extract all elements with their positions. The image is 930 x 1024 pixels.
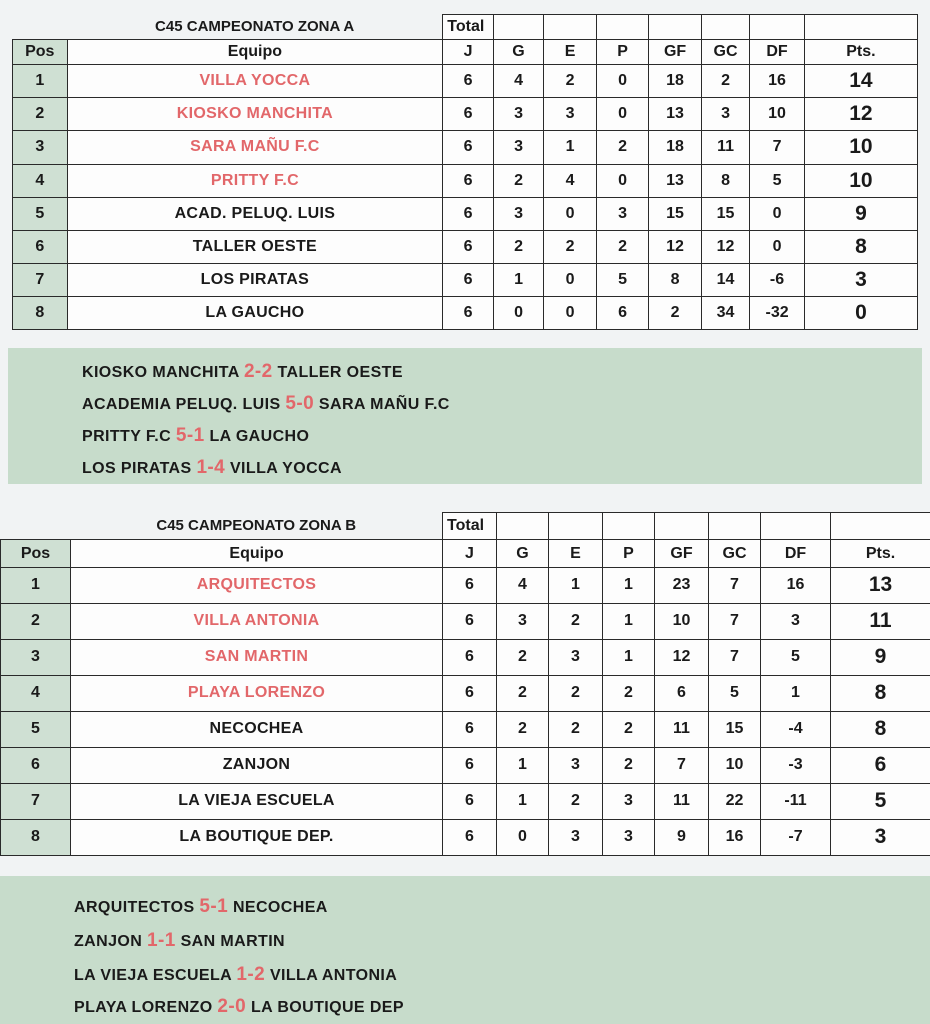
zone-b-title: C45 CAMPEONATO ZONA B bbox=[156, 517, 357, 535]
table-row: 1 VILLA YOCCA 6 4 2 0 18 2 16 14 bbox=[13, 65, 918, 98]
away-team: VILLA YOCCA bbox=[229, 460, 342, 477]
header-p: P bbox=[596, 40, 649, 65]
header-pos: Pos bbox=[1, 540, 71, 567]
team-name: SAN MARTIN bbox=[71, 639, 443, 675]
match-score: 5-0 bbox=[285, 393, 315, 414]
team-name: KIOSKO MANCHITA bbox=[67, 98, 443, 131]
result-line bbox=[82, 457, 342, 479]
match-score: 2-0 bbox=[217, 996, 247, 1017]
zone-a-section bbox=[0, 14, 930, 330]
header-team: Equipo bbox=[67, 40, 443, 65]
match-score: 5-1 bbox=[175, 425, 205, 446]
away-team: LA GAUCHO bbox=[209, 428, 310, 445]
table-row: 6 ZANJON 6 1 3 2 7 10 -3 6 bbox=[1, 747, 930, 783]
table-row: 7 LA VIEJA ESCUELA 6 1 2 3 11 22 -11 5 bbox=[1, 783, 930, 819]
table-row: 5 ACAD. PELUQ. LUIS 6 3 0 3 15 15 0 9 bbox=[13, 197, 918, 230]
away-team: SARA MAÑU F.C bbox=[318, 396, 450, 413]
team-name: LA GAUCHO bbox=[67, 296, 443, 329]
home-team: ARQUITECTOS bbox=[74, 899, 195, 916]
home-team: LA VIEJA ESCUELA bbox=[74, 967, 232, 984]
away-team: TALLER OESTE bbox=[277, 364, 403, 381]
zone-b-section bbox=[0, 512, 930, 856]
total-label: Total bbox=[443, 15, 494, 40]
table-row: 8 LA BOUTIQUE DEP. 6 0 3 3 9 16 -7 3 bbox=[1, 819, 930, 855]
header-g: G bbox=[497, 540, 549, 567]
away-team: SAN MARTIN bbox=[180, 933, 286, 950]
result-line bbox=[82, 425, 309, 447]
team-name: VILLA ANTONIA bbox=[71, 603, 443, 639]
team-name: SARA MAÑU F.C bbox=[67, 131, 443, 164]
match-score: 5-1 bbox=[199, 896, 229, 917]
away-team: NECOCHEA bbox=[232, 899, 328, 916]
zone-a-table bbox=[12, 14, 918, 330]
header-gc: GC bbox=[701, 40, 749, 65]
home-team: ACADEMIA PELUQ. LUIS bbox=[82, 396, 281, 413]
header-e: E bbox=[544, 40, 597, 65]
table-row: 3 SARA MAÑU F.C 6 3 1 2 18 11 7 10 bbox=[13, 131, 918, 164]
table-row: 5 NECOCHEA 6 2 2 2 11 15 -4 8 bbox=[1, 711, 930, 747]
result-line bbox=[82, 393, 450, 415]
team-name: ZANJON bbox=[71, 747, 443, 783]
table-row: 2 VILLA ANTONIA 6 3 2 1 10 7 3 11 bbox=[1, 603, 930, 639]
match-score: 1-4 bbox=[196, 457, 226, 478]
home-team: ZANJON bbox=[74, 933, 143, 950]
result-line bbox=[74, 996, 404, 1018]
zone-a-title: C45 CAMPEONATO ZONA A bbox=[155, 18, 355, 36]
team-name: LA BOUTIQUE DEP. bbox=[71, 819, 443, 855]
result-line bbox=[82, 361, 403, 383]
header-j: J bbox=[443, 540, 497, 567]
home-team: KIOSKO MANCHITA bbox=[82, 364, 240, 381]
table-row: 4 PRITTY F.C 6 2 4 0 13 8 5 10 bbox=[13, 164, 918, 197]
team-name: TALLER OESTE bbox=[67, 230, 443, 263]
zone-b-table bbox=[0, 512, 930, 856]
team-name: ARQUITECTOS bbox=[71, 567, 443, 603]
team-name: PRITTY F.C bbox=[67, 164, 443, 197]
home-team: PRITTY F.C bbox=[82, 428, 172, 445]
team-name: NECOCHEA bbox=[71, 711, 443, 747]
zone-a-results bbox=[8, 348, 922, 484]
header-pos: Pos bbox=[13, 40, 68, 65]
team-name: LOS PIRATAS bbox=[67, 263, 443, 296]
header-gf: GF bbox=[655, 540, 709, 567]
table-row: 6 TALLER OESTE 6 2 2 2 12 12 0 8 bbox=[13, 230, 918, 263]
header-e: E bbox=[549, 540, 603, 567]
table-row: 7 LOS PIRATAS 6 1 0 5 8 14 -6 3 bbox=[13, 263, 918, 296]
header-p: P bbox=[603, 540, 655, 567]
result-line bbox=[74, 930, 285, 952]
team-name: PLAYA LORENZO bbox=[71, 675, 443, 711]
table-row: 2 KIOSKO MANCHITA 6 3 3 0 13 3 10 12 bbox=[13, 98, 918, 131]
team-name: LA VIEJA ESCUELA bbox=[71, 783, 443, 819]
home-team: LOS PIRATAS bbox=[82, 460, 192, 477]
table-row: 8 LA GAUCHO 6 0 0 6 2 34 -32 0 bbox=[13, 296, 918, 329]
header-j: J bbox=[443, 40, 494, 65]
result-line bbox=[74, 964, 397, 986]
match-score: 2-2 bbox=[243, 361, 273, 382]
zone-b-results bbox=[0, 876, 930, 1024]
total-label: Total bbox=[443, 513, 497, 540]
match-score: 1-2 bbox=[236, 964, 266, 985]
header-df: DF bbox=[750, 40, 805, 65]
header-gf: GF bbox=[649, 40, 702, 65]
blank-cell bbox=[13, 15, 68, 40]
header-pts: Pts. bbox=[804, 40, 917, 65]
away-team: LA BOUTIQUE DEP bbox=[250, 999, 404, 1016]
zone-a-header-row bbox=[13, 40, 918, 65]
team-name: VILLA YOCCA bbox=[67, 65, 443, 98]
home-team: PLAYA LORENZO bbox=[74, 999, 213, 1016]
header-pts: Pts. bbox=[831, 540, 930, 567]
result-line bbox=[74, 896, 328, 918]
header-df: DF bbox=[761, 540, 831, 567]
match-score: 1-1 bbox=[147, 930, 176, 951]
table-row: 1 ARQUITECTOS 6 4 1 1 23 7 16 13 bbox=[1, 567, 930, 603]
table-row: 3 SAN MARTIN 6 2 3 1 12 7 5 9 bbox=[1, 639, 930, 675]
header-g: G bbox=[493, 40, 544, 65]
zone-b-header-row bbox=[1, 540, 930, 567]
table-row: 4 PLAYA LORENZO 6 2 2 2 6 5 1 8 bbox=[1, 675, 930, 711]
team-name: ACAD. PELUQ. LUIS bbox=[67, 197, 443, 230]
header-gc: GC bbox=[709, 540, 761, 567]
header-team: Equipo bbox=[71, 540, 443, 567]
away-team: VILLA ANTONIA bbox=[269, 967, 398, 984]
